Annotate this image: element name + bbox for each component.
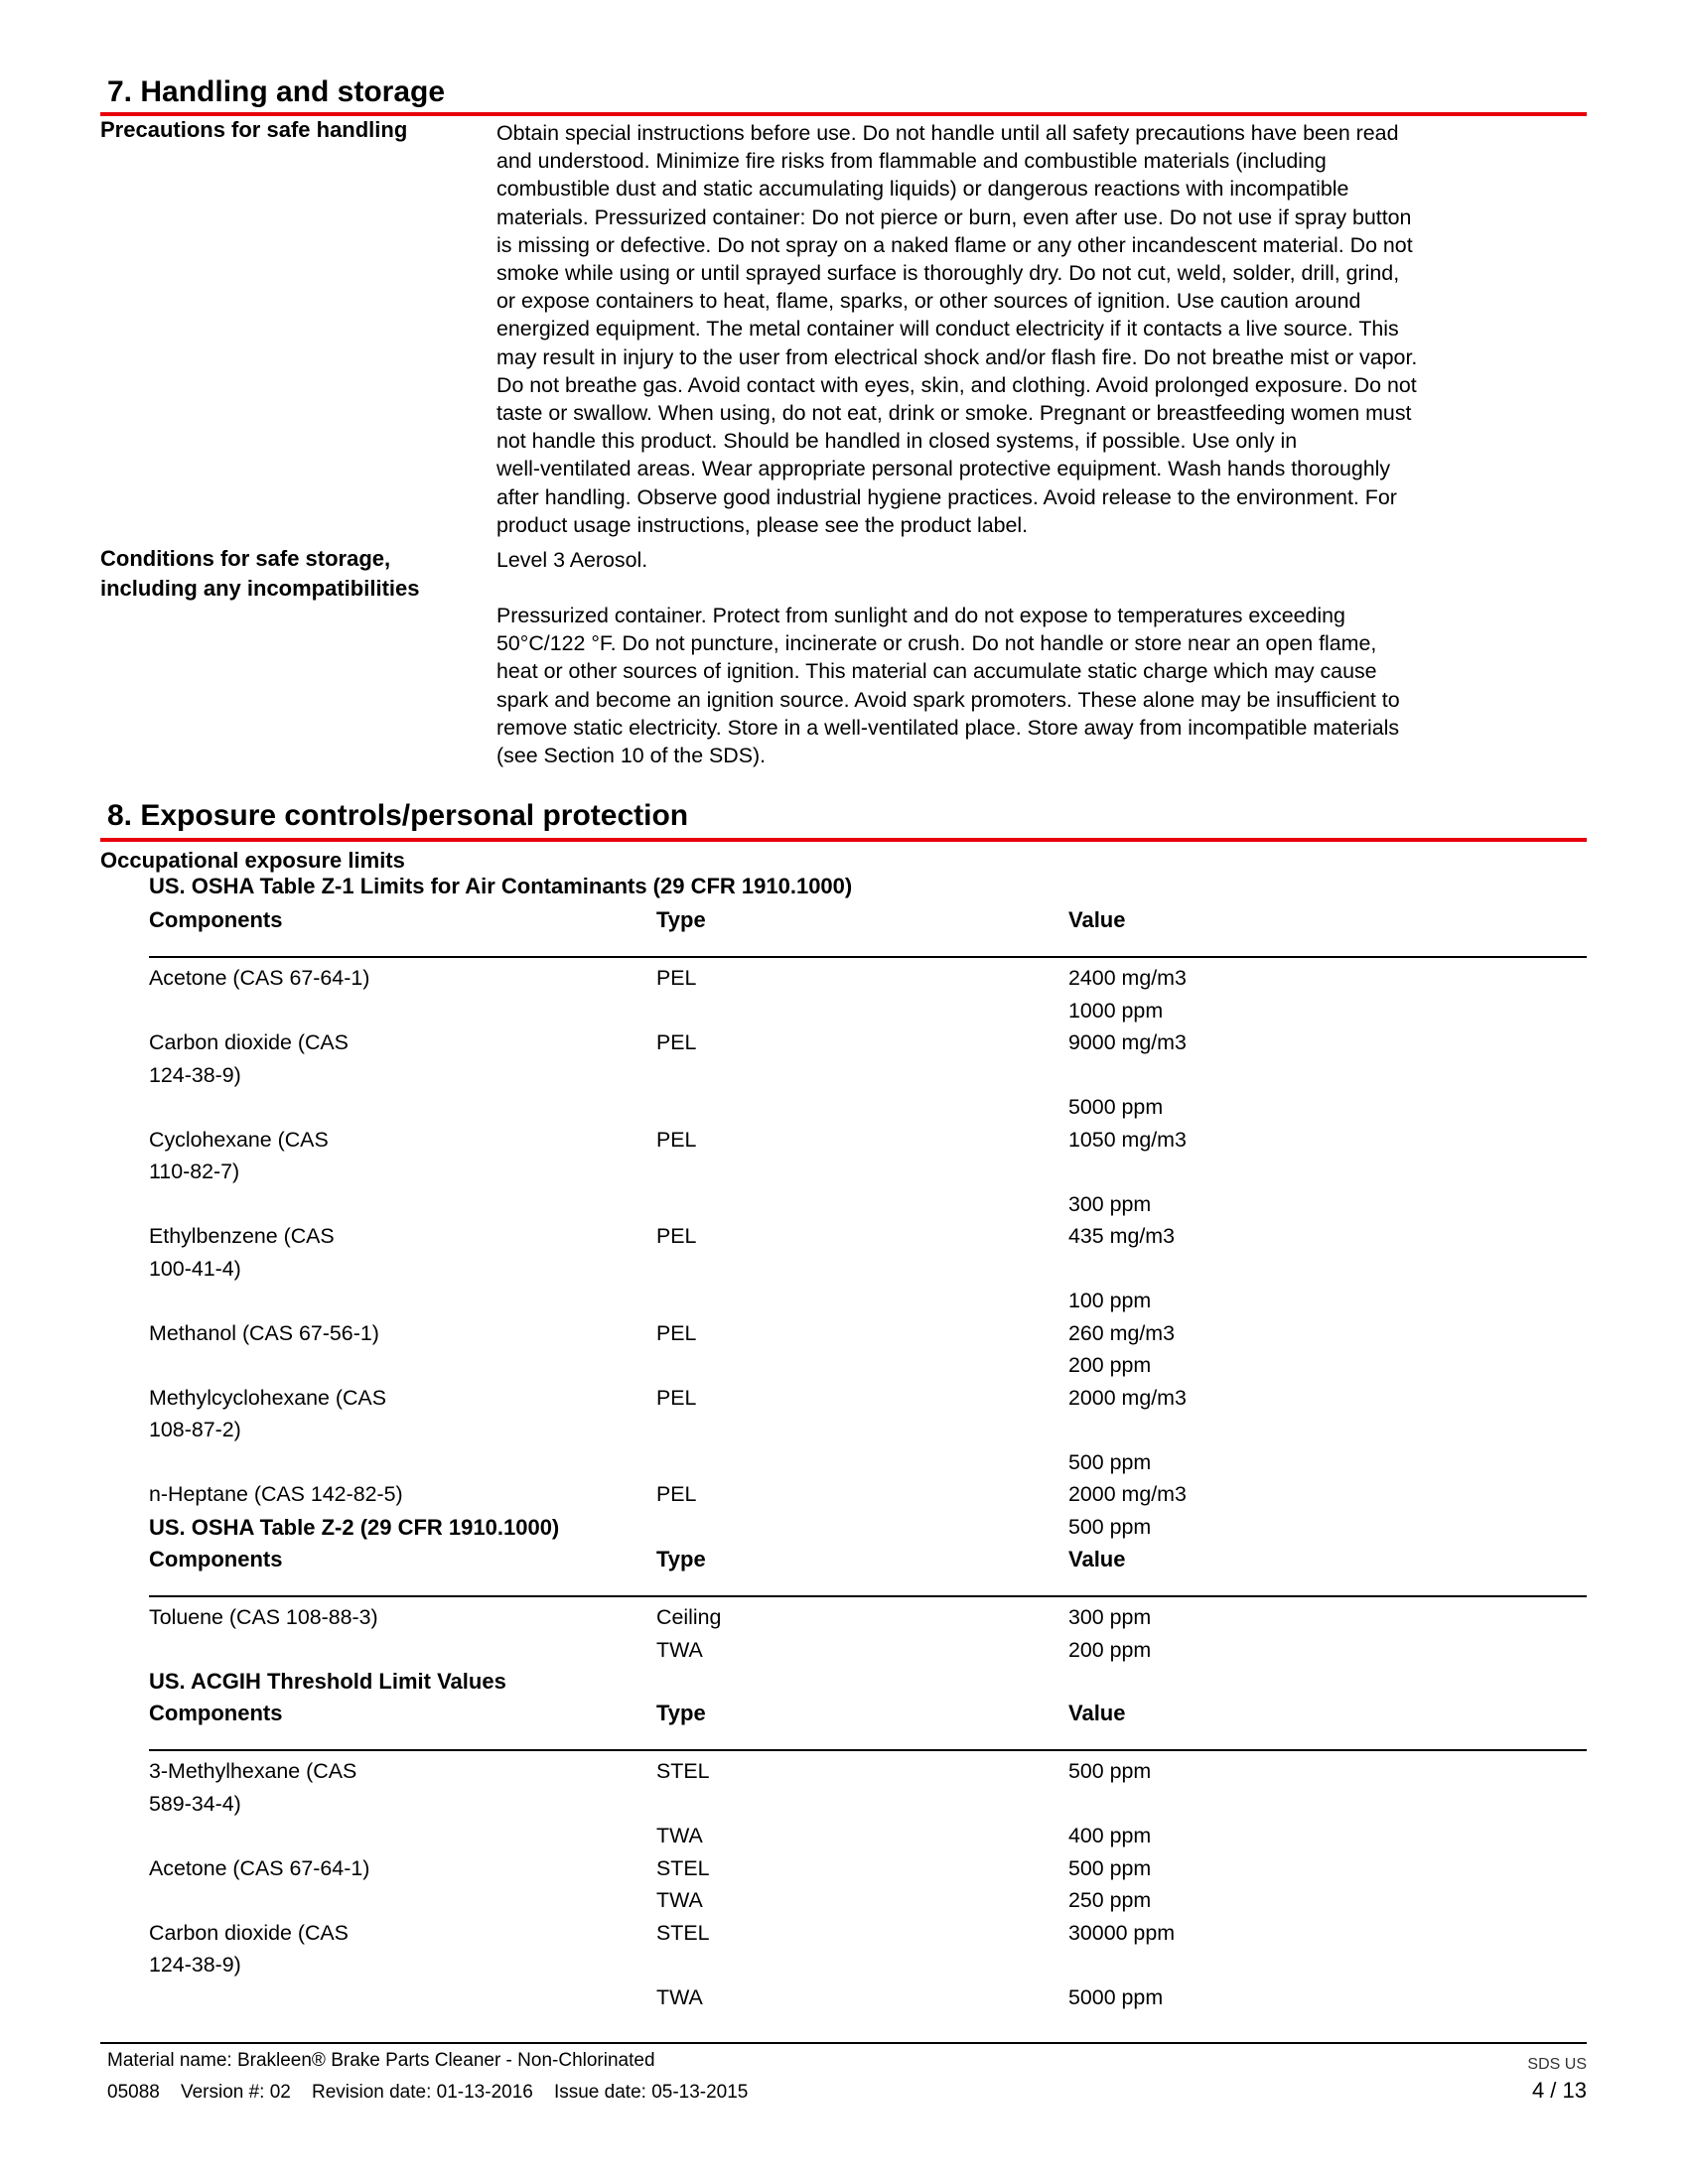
type-cell: [656, 1478, 1068, 1543]
text-line: not handle this product. Should be handled in closed systems, if possible. Use only in: [496, 429, 1298, 454]
component-name: 589-34-4): [149, 1791, 241, 1816]
limit-value: 30000 ppm: [1068, 1920, 1176, 1945]
text-line: smoke while using or until sprayed surface is thoroughly dry. Do not cut, weld, solder, drill, grind,: [496, 261, 1400, 286]
value-cell: [1068, 1026, 1587, 1124]
text-line: is missing or defective. Do not spray on a naked flame or any other incandescent material. Do not: [496, 232, 1413, 257]
value-cell: [1068, 1917, 1587, 2014]
text-line: remove static electricity. Store in a well-ventilated place. Store away from incompatible materials: [496, 715, 1400, 740]
limit-value: 100 ppm: [1068, 1289, 1152, 1312]
value-cell: [1068, 1317, 1587, 1382]
text-line: Pressurized container. Protect from sunlight and do not expose to temperatures exceeding: [496, 604, 1345, 627]
component-cell: [149, 1220, 447, 1317]
type-value: [656, 1446, 1068, 1479]
footer-material-name: Material name: Brakleen® Brake Parts Cleaner - Non-Chlorinated: [107, 2050, 655, 2071]
col-value: Value: [1068, 907, 1126, 932]
limit-value: 300 ppm: [1068, 1605, 1152, 1629]
component-cell: [149, 1026, 447, 1124]
component-name: 124-38-9): [149, 1953, 241, 1977]
limit-value: 500 ppm: [1068, 1514, 1152, 1539]
value-cell: [1068, 1478, 1587, 1543]
value-cell: [1068, 1124, 1587, 1221]
table-z1-header: [149, 905, 1587, 935]
type-value: TWA: [656, 1888, 703, 1912]
table-row: [149, 1755, 1587, 1852]
type-value: [656, 1156, 1068, 1188]
limit-value: 9000 mg/m3: [1068, 1030, 1187, 1054]
value-cell: [1068, 1852, 1587, 1917]
type-value: PEL: [656, 1030, 697, 1054]
component-name: 108-87-2): [149, 1418, 241, 1441]
component-name: 124-38-9): [149, 1062, 241, 1087]
table-z2-header: [149, 1545, 1587, 1574]
type-value: TWA: [656, 1824, 703, 1847]
type-value: [656, 1511, 1068, 1544]
col-type: Type: [656, 1701, 706, 1725]
type-value: PEL: [656, 966, 697, 990]
col-value: Value: [1068, 1701, 1126, 1725]
type-value: PEL: [656, 1224, 697, 1248]
type-value: [656, 1253, 1068, 1286]
table-row: [149, 1317, 1587, 1382]
text-line: (see Section 10 of the SDS).: [496, 744, 767, 768]
text-line: or expose containers to heat, flame, sparks, or other sources of ignition. Use caution around: [496, 289, 1361, 314]
type-value: PEL: [656, 1127, 697, 1152]
col-value: Value: [1068, 1547, 1126, 1571]
storage-label-line2: including any incompatibilities: [100, 576, 420, 601]
limit-value: 500 ppm: [1068, 1449, 1152, 1474]
component-name: Toluene (CAS 108-88-3): [149, 1605, 378, 1629]
text-line: spark and become an ignition source. Avoid spark promoters. These alone may be insufficient to: [496, 687, 1400, 712]
limit-value: 300 ppm: [1068, 1191, 1152, 1216]
component-cell: [149, 962, 447, 1026]
table-row: [149, 1852, 1587, 1917]
oel-label: Occupational exposure limits: [100, 848, 405, 873]
table-row: [149, 1382, 1587, 1479]
component-name: 110-82-7): [149, 1160, 240, 1183]
limit-value: [1068, 1156, 1587, 1188]
component-name: Acetone (CAS 67-64-1): [149, 1855, 370, 1880]
component-name: Methanol (CAS 67-56-1): [149, 1320, 379, 1345]
component-cell: [149, 1317, 447, 1382]
type-cell: [656, 1220, 1068, 1317]
value-cell: [1068, 1755, 1587, 1852]
type-value: [656, 1188, 1068, 1221]
limit-value: [1068, 1253, 1587, 1286]
type-cell: [656, 1917, 1068, 2014]
type-value: [656, 1949, 1068, 1981]
type-cell: [656, 1852, 1068, 1917]
col-components: Components: [149, 1701, 283, 1725]
limit-value: 5000 ppm: [1068, 1095, 1164, 1119]
text-line: energized equipment. The metal container will conduct electricity if it contacts a live source. This: [496, 317, 1399, 341]
limit-value: 5000 ppm: [1068, 1984, 1164, 2009]
footer-doc-type: SDS US: [1527, 2056, 1587, 2073]
limit-value: [1068, 1788, 1587, 1821]
table-z2-title: US. OSHA Table Z-2 (29 CFR 1910.1000): [149, 1515, 560, 1540]
col-components: Components: [149, 1547, 283, 1571]
storage-level: Level 3 Aerosol.: [496, 548, 648, 572]
limit-value: [1068, 1949, 1587, 1981]
component-name: n-Heptane (CAS 142-82-5): [149, 1482, 403, 1506]
table-row: [149, 1220, 1587, 1317]
table-row: [149, 1026, 1587, 1124]
type-value: [656, 1059, 1068, 1092]
component-cell: [149, 1382, 447, 1479]
limit-value: 200 ppm: [1068, 1637, 1152, 1662]
component-name: 100-41-4): [149, 1256, 241, 1281]
type-value: [656, 995, 1068, 1027]
limit-value: 2000 mg/m3: [1068, 1385, 1187, 1410]
type-value: PEL: [656, 1482, 697, 1506]
table-row: [149, 1917, 1587, 2014]
precautions-text: [496, 119, 1589, 539]
component-name: Acetone (CAS 67-64-1): [149, 966, 370, 990]
type-value: [656, 1091, 1068, 1124]
limit-value: 250 ppm: [1068, 1888, 1152, 1912]
table-row: [149, 1124, 1587, 1221]
table-z2-body: [149, 1601, 1587, 1666]
type-value: PEL: [656, 1385, 697, 1410]
value-cell: [1068, 1601, 1587, 1666]
type-value: PEL: [656, 1320, 697, 1345]
limit-value: [1068, 1414, 1587, 1446]
text-line: combustible dust and static accumulating liquids) or dangerous reactions with incompatible: [496, 177, 1349, 202]
table-acgih-body: [149, 1755, 1587, 2013]
component-cell: [149, 1755, 447, 1852]
storage-label-line1: Conditions for safe storage,: [100, 546, 391, 571]
component-cell: [149, 1601, 447, 1666]
text-line: and understood. Minimize fire risks from flammable and combustible materials (including: [496, 149, 1327, 174]
type-cell: [656, 1124, 1068, 1221]
value-cell: [1068, 962, 1587, 1026]
text-line: well-ventilated areas. Wear appropriate personal protective equipment. Wash hands thoroughly: [496, 457, 1391, 481]
type-cell: [656, 1382, 1068, 1479]
table-row: [149, 962, 1587, 1026]
table-acgih-title: US. ACGIH Threshold Limit Values: [149, 1669, 506, 1694]
text-line: Do not breathe gas. Avoid contact with eyes, skin, and clothing. Avoid prolonged exposure. Do not: [496, 372, 1417, 397]
section-8-title: 8. Exposure controls/personal protection: [107, 799, 689, 832]
text-line: 50°C/122 °F. Do not puncture, incinerate or crush. Do not handle or store near an open flame,: [496, 631, 1377, 656]
limit-value: 1050 mg/m3: [1068, 1127, 1187, 1152]
table-acgih-rule: [149, 1749, 1587, 1751]
storage-text: [496, 602, 1589, 769]
limit-value: 2000 mg/m3: [1068, 1482, 1187, 1506]
col-components: Components: [149, 907, 283, 932]
value-cell: [1068, 1220, 1587, 1317]
storage-label: [100, 544, 478, 604]
type-value: STEL: [656, 1759, 710, 1783]
limit-value: 2400 mg/m3: [1068, 966, 1187, 990]
limit-value: 400 ppm: [1068, 1824, 1152, 1847]
type-cell: [656, 1026, 1068, 1124]
type-value: [656, 1414, 1068, 1446]
component-name: Ethylbenzene (CAS: [149, 1224, 335, 1248]
limit-value: 1000 ppm: [1068, 998, 1164, 1023]
type-value: [656, 1349, 1068, 1382]
col-type: Type: [656, 1547, 706, 1571]
text-line: materials. Pressurized container: Do not pierce or burn, even after use. Do not use if spray button: [496, 205, 1412, 229]
type-value: [656, 1788, 1068, 1821]
component-cell: [149, 1852, 447, 1917]
table-z1-title: US. OSHA Table Z-1 Limits for Air Contaminants (29 CFR 1910.1000): [149, 874, 853, 898]
type-value: TWA: [656, 1637, 703, 1662]
type-value: [656, 1285, 1068, 1317]
component-name: Methylcyclohexane (CAS: [149, 1385, 386, 1410]
type-value: STEL: [656, 1855, 710, 1880]
component-name: Carbon dioxide (CAS: [149, 1920, 349, 1945]
limit-value: 500 ppm: [1068, 1855, 1152, 1880]
footer-doc-info: 05088 Version #: 02 Revision date: 01-13-2016 Issue date: 05-13-2015: [107, 2082, 749, 2103]
col-type: Type: [656, 907, 706, 932]
type-cell: [656, 1317, 1068, 1382]
type-cell: [656, 1601, 1068, 1666]
section-8-divider: [100, 838, 1587, 842]
component-name: 3-Methylhexane (CAS: [149, 1759, 357, 1783]
component-name: Carbon dioxide (CAS: [149, 1030, 349, 1054]
value-cell: [1068, 1382, 1587, 1479]
table-z2-rule: [149, 1595, 1587, 1597]
text-line: Obtain special instructions before use. Do not handle until all safety precautions have been read: [496, 121, 1399, 145]
text-line: product usage instructions, please see the product label.: [496, 512, 1029, 537]
component-name: Cyclohexane (CAS: [149, 1127, 329, 1152]
limit-value: 500 ppm: [1068, 1759, 1152, 1783]
limit-value: 260 mg/m3: [1068, 1320, 1176, 1345]
precautions-label: Precautions for safe handling: [100, 117, 408, 142]
table-row: [149, 1601, 1587, 1666]
text-line: may result in injury to the user from electrical shock and/or flash fire. Do not breathe mist or vapor.: [496, 344, 1418, 369]
text-line: after handling. Observe good industrial hygiene practices. Avoid release to the environment. For: [496, 484, 1397, 509]
section-7-title: 7. Handling and storage: [107, 75, 446, 108]
footer-divider: [100, 2042, 1587, 2044]
type-value: STEL: [656, 1920, 710, 1945]
type-value: Ceiling: [656, 1605, 722, 1629]
limit-value: 435 mg/m3: [1068, 1224, 1176, 1248]
table-z1-rule: [149, 956, 1587, 958]
component-cell: [149, 1124, 447, 1221]
table-z1-body: [149, 962, 1587, 1543]
text-line: taste or swallow. When using, do not eat, drink or smoke. Pregnant or breastfeeding women must: [496, 401, 1412, 426]
limit-value: 200 ppm: [1068, 1353, 1152, 1377]
component-cell: [149, 1917, 447, 2014]
text-line: heat or other sources of ignition. This material can accumulate static charge which may cause: [496, 659, 1377, 684]
footer-page-number: 4 / 13: [1531, 2078, 1587, 2103]
type-cell: [656, 1755, 1068, 1852]
table-acgih-header: [149, 1699, 1587, 1728]
type-cell: [656, 962, 1068, 1026]
limit-value: [1068, 1059, 1587, 1092]
type-value: TWA: [656, 1984, 703, 2009]
